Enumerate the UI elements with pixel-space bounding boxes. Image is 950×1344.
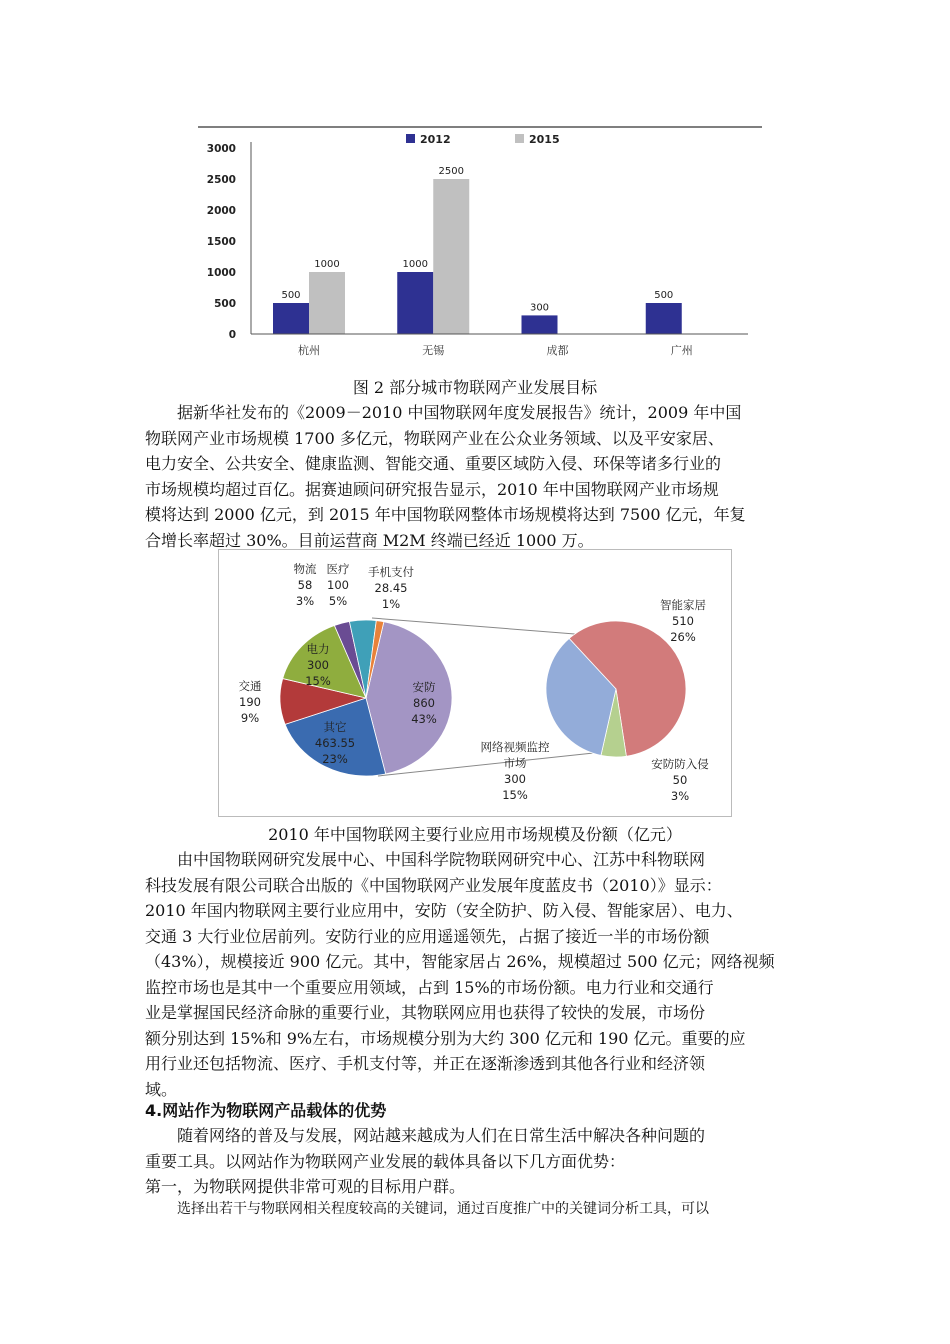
y-tick-label: 2000 [206, 205, 236, 217]
text-line: 监控市场也是其中一个重要应用领域，占到 15%的市场份额。电力行业和交通行 [145, 977, 714, 997]
x-tick-label: 成都 [546, 344, 569, 357]
bar-series [273, 166, 682, 334]
text-line: 模将达到 2000 亿元，到 2015 年中国物联网整体市场规模将达到 7500 亿元，年复 [145, 505, 746, 524]
legend-swatch [406, 134, 415, 143]
breakdown-pie [546, 621, 686, 757]
legend-label: 2012 [420, 133, 451, 146]
bar-value-label: 2500 [438, 166, 464, 177]
text-line: 电力安全、公共安全、健康监测、智能交通、重要区域防入侵、环保等诸多行业的 [145, 454, 722, 473]
bar-value-label: 500 [281, 290, 301, 301]
text-line: 物联网产业市场规模 1700 多亿元，物联网产业在公众业务领域、以及平安家居、 [145, 428, 724, 448]
text-line: 科技发展有限公司联合出版的《中国物联网产业发展年度蓝皮书（2010）》显示： [145, 875, 722, 895]
bar [433, 179, 469, 334]
y-tick-label: 1500 [206, 236, 236, 248]
pie-label-yiliao: 医疗 100 5% [326, 562, 350, 608]
y-tick-label: 500 [214, 298, 236, 310]
x-tick-label: 杭州 [298, 344, 320, 357]
text-line: 市场规模均超过百亿。据赛迪顾问研究报告显示，2010 年中国物联网产业市场规 [145, 479, 719, 499]
text-line: 额分别达到 15%和 9%左右，市场规模分别为大约 300 亿元和 190 亿元。重要的应 [145, 1028, 746, 1048]
y-axis [207, 142, 251, 341]
pie-label-qita: 其它 463.55 23% [314, 720, 356, 766]
text-line: 交通 3 大行业位居前列。安防行业的应用遥遥领先，占据了接近一半的市场份额 [145, 926, 710, 946]
chart-legend [406, 133, 560, 146]
section-paragraph [145, 1123, 810, 1200]
text-line: 随着网络的普及与发展，网站越来越成为人们在日常生活中解决各种问题的 [177, 1126, 706, 1145]
bar [646, 303, 682, 334]
bar-value-label: 500 [654, 290, 674, 301]
text-line: 第一，为物联网提供非常可观的目标用户群。 [145, 1177, 466, 1196]
pie-label-fangruqin: 安防防入侵 50 3% [651, 757, 709, 803]
bar [309, 272, 345, 334]
text-line: 域。 [145, 1079, 178, 1099]
text-line: 重要工具。以网站作为物联网产业发展的载体具备以下几方面优势： [145, 1151, 626, 1171]
pie-chart-caption: 2010 年中国物联网主要行业应用市场规模及份额（亿元） [268, 825, 682, 844]
pie-label-dianli: 电力 300 15% [305, 642, 331, 688]
bar [397, 272, 433, 334]
text-line: 用行业还包括物流、医疗、手机支付等，并正在逐渐渗透到其他各行业和经济领 [145, 1054, 706, 1073]
pie-label-anfang: 安防 860 43% [411, 680, 437, 726]
pie-label-shouji: 手机支付 28.45 1% [368, 565, 414, 611]
bar-chart-caption: 图 2 部分城市物联网产业发展目标 [352, 378, 598, 397]
pie-label-jiaotong: 交通 190 9% [238, 679, 262, 725]
text-line: （43%），规模接近 900 亿元。其中，智能家居占 26%，规模超过 500 亿元；网络视频 [145, 952, 775, 971]
y-tick-label: 3000 [206, 143, 236, 155]
paragraph-2 [145, 847, 810, 1102]
bar-chart [190, 118, 770, 370]
text-line: 由中国物联网研究发展中心、中国科学院物联网研究中心、江苏中科物联网 [177, 850, 706, 869]
legend-swatch [515, 134, 524, 143]
paragraph-1 [145, 400, 810, 553]
x-tick-label: 广州 [670, 344, 693, 357]
y-tick-label: 0 [228, 329, 236, 341]
bar [273, 303, 309, 334]
section-heading: 4.网站作为物联网产品载体的优势 [145, 1101, 387, 1120]
text-line: 据新华社发布的《2009－2010 中国物联网年度发展报告》统计，2009 年中国 [177, 403, 742, 422]
pie-label-zhineng: 智能家居 510 26% [660, 598, 706, 644]
section-paragraph-small [145, 1197, 810, 1223]
pie-chart [218, 549, 732, 817]
text-line: 选择出若干与物联网相关程度较高的关键词，通过百度推广中的关键词分析工具，可以 [177, 1201, 709, 1217]
text-line: 业是掌握国民经济命脉的重要行业，其物联网应用也获得了较快的发展，市场份 [145, 1003, 706, 1022]
y-tick-label: 2500 [206, 174, 236, 186]
pie-label-wuliu: 物流 58 3% [293, 562, 317, 608]
text-line: 合增长率超过 30%。目前运营商 M2M 终端已经近 1000 万。 [145, 530, 594, 550]
x-tick-label: 无锡 [422, 344, 445, 357]
legend-label: 2015 [529, 133, 560, 146]
bar-value-label: 300 [529, 302, 550, 314]
bar-value-label: 1000 [402, 259, 428, 270]
pie-label-wangluo: 网络视频监控市场 300 15% [480, 740, 550, 802]
bar [522, 315, 558, 334]
text-line: 2010 年国内物联网主要行业应用中，安防（安全防护、防入侵、智能家居）、电力、 [145, 901, 743, 920]
y-tick-label: 1000 [206, 267, 236, 279]
x-axis [251, 334, 748, 357]
bar-value-label: 1000 [314, 259, 340, 270]
